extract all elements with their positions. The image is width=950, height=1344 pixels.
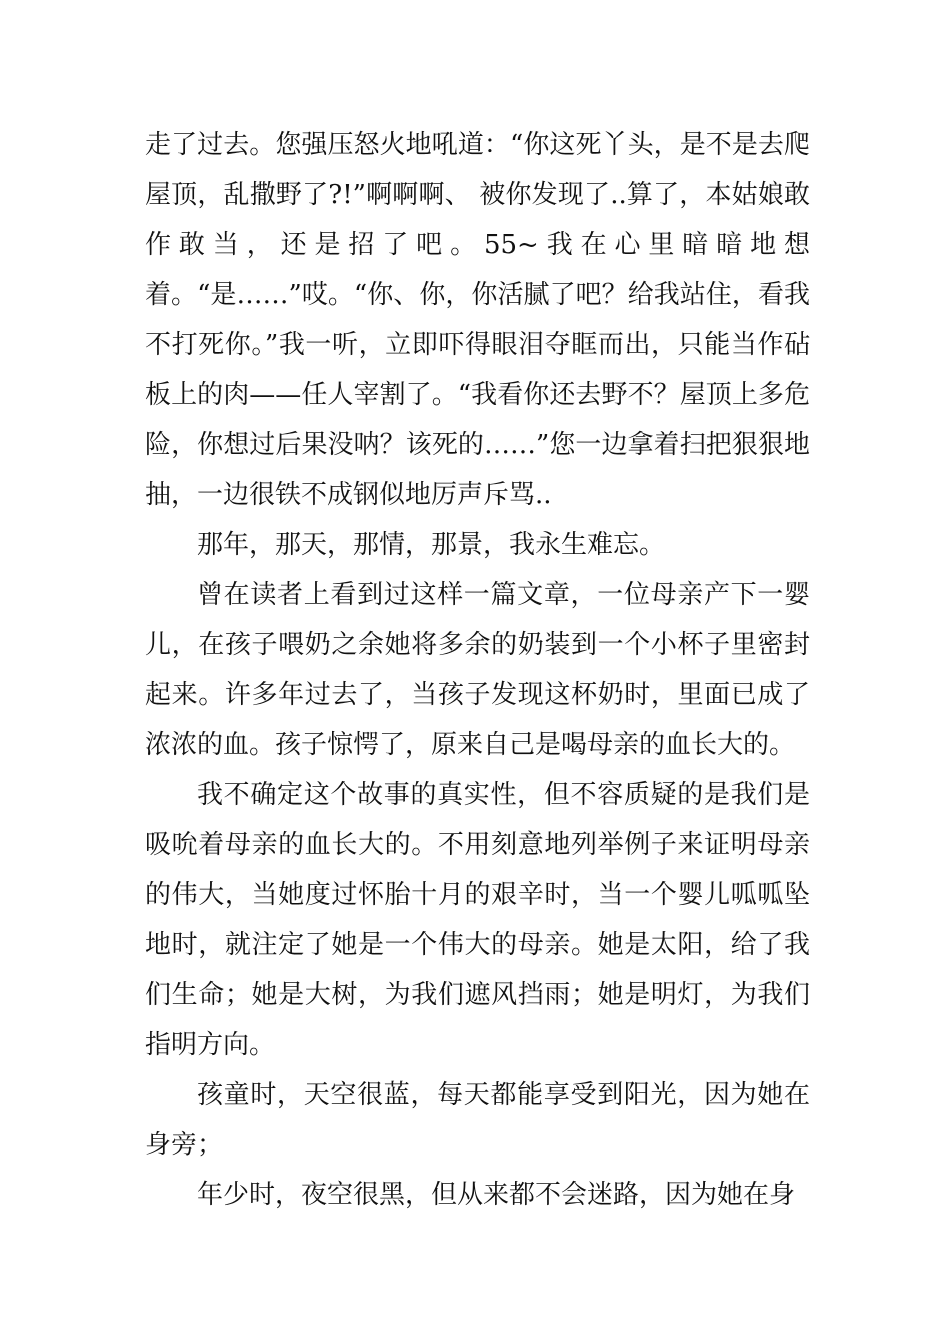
paragraph: 曾在读者上看到过这样一篇文章，一位母亲产下一婴儿，在孩子喂奶之余她将多余的奶装到一个小杯子里密封起来。许多年过去了，当孩子发现这杯奶时，里面已成了浓浓的血。孩子惊愕了，原来自己是喝母亲的血长大的。 <box>145 580 810 760</box>
paragraph: 那年，那天，那情，那景，我永生难忘。 <box>197 530 666 560</box>
paragraph-truncated: 年少时，夜空很黑，但从来都不会迷路，因为她在身 <box>197 1180 796 1210</box>
paragraph-continued: 走了过去。您强压怒火地吼道：“你这死丫头，是不是去爬屋顶，乱撒野了?!”啊啊啊、 被你发现了..算了，本姑娘敢作敢当，还是招了吧。55~我在心里暗暗地想着。“是……”哎。“你、你，你活腻了吧？给我站住，看我不打死你。”我一听，立即吓得眼泪夺眶而出，只能当作砧板上的肉——任人宰割了。“我看你还去野不？屋顶上多危险，你想过后果没呐？该死的……”您一边拿着扫把狠狠地抽，一边很铁不成钢似地厉声斥骂.. <box>145 130 810 510</box>
body-text <box>145 120 810 1220</box>
paragraph: 孩童时，天空很蓝，每天都能享受到阳光，因为她在身旁； <box>145 1080 810 1160</box>
paragraph: 我不确定这个故事的真实性，但不容质疑的是我们是吸吮着母亲的血长大的。不用刻意地列举例子来证明母亲的伟大，当她度过怀胎十月的艰辛时，当一个婴儿呱呱坠地时，就注定了她是一个伟大的母亲。她是太阳，给了我们生命；她是大树，为我们遮风挡雨；她是明灯，为我们指明方向。 <box>145 780 810 1060</box>
